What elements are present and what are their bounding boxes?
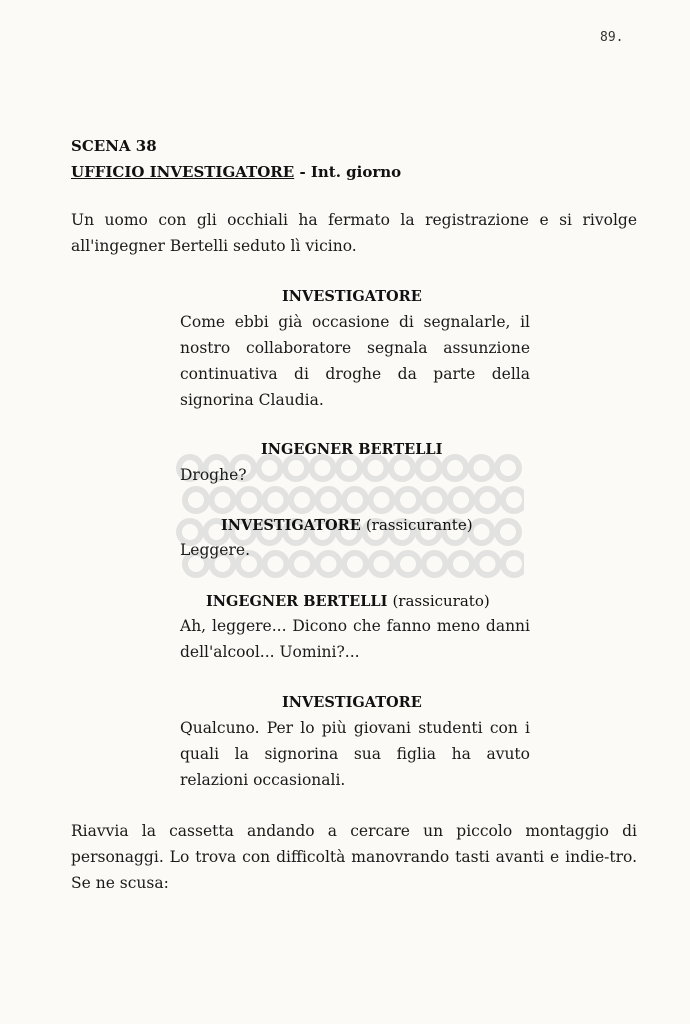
watermark-ring (503, 489, 524, 511)
dialogue: Droghe? (180, 466, 247, 484)
watermark-ring (477, 489, 499, 511)
watermark-ring (424, 489, 446, 511)
dialogue: Ah, leggere... Dicono che fanno meno danni dell'alcool... Uomini?... (180, 617, 530, 661)
scene-location: UFFICIO INVESTIGATORE (71, 163, 295, 181)
page-number: 89. (600, 30, 624, 45)
watermark-ring (212, 489, 234, 511)
scene-slugline (71, 159, 401, 185)
character-cue: INVESTIGATORE (282, 694, 422, 711)
dialogue: Come ebbi già occasione di segnalarle, il nostro collaboratore segnala assunzione continuativa di droghe da parte della signorina Claudia. (180, 313, 530, 409)
action-paragraph: Riavvia la cassetta andando a cercare un piccolo montaggio di personaggi. Lo trova con difficoltà manovrando tasti avanti e indie-tro. Se ne scusa: (71, 822, 637, 892)
watermark-ring (238, 489, 260, 511)
character-name: INGEGNER BERTELLI (206, 593, 388, 610)
scene-time: - Int. giorno (294, 163, 402, 181)
scene-number: SCENA 38 (71, 137, 157, 155)
dialogue: Qualcuno. Per lo più giovani studenti con i quali la signorina sua figlia ha avuto relazioni occasionali. (180, 719, 530, 789)
watermark-ring (185, 489, 207, 511)
character-cue-with-parenthetical (206, 592, 490, 610)
parenthetical: (rassicurante) (365, 516, 473, 534)
watermark-ring (265, 489, 287, 511)
watermark-ring (450, 489, 472, 511)
watermark-ring (291, 489, 313, 511)
watermark-ring (397, 489, 419, 511)
character-name: INVESTIGATORE (221, 517, 361, 534)
watermark-ring (344, 489, 366, 511)
character-cue: INVESTIGATORE (282, 288, 422, 305)
character-cue: INGEGNER BERTELLI (261, 441, 443, 458)
watermark-ring (318, 489, 340, 511)
dialogue: Leggere. (180, 541, 250, 559)
parenthetical: (rassicurato) (392, 592, 490, 610)
watermark-ring (371, 489, 393, 511)
character-cue-with-parenthetical (221, 516, 473, 534)
scene-heading (71, 133, 401, 185)
action-paragraph: Un uomo con gli occhiali ha fermato la registrazione e si rivolge all'ingegner Bertelli seduto lì vicino. (71, 211, 637, 255)
